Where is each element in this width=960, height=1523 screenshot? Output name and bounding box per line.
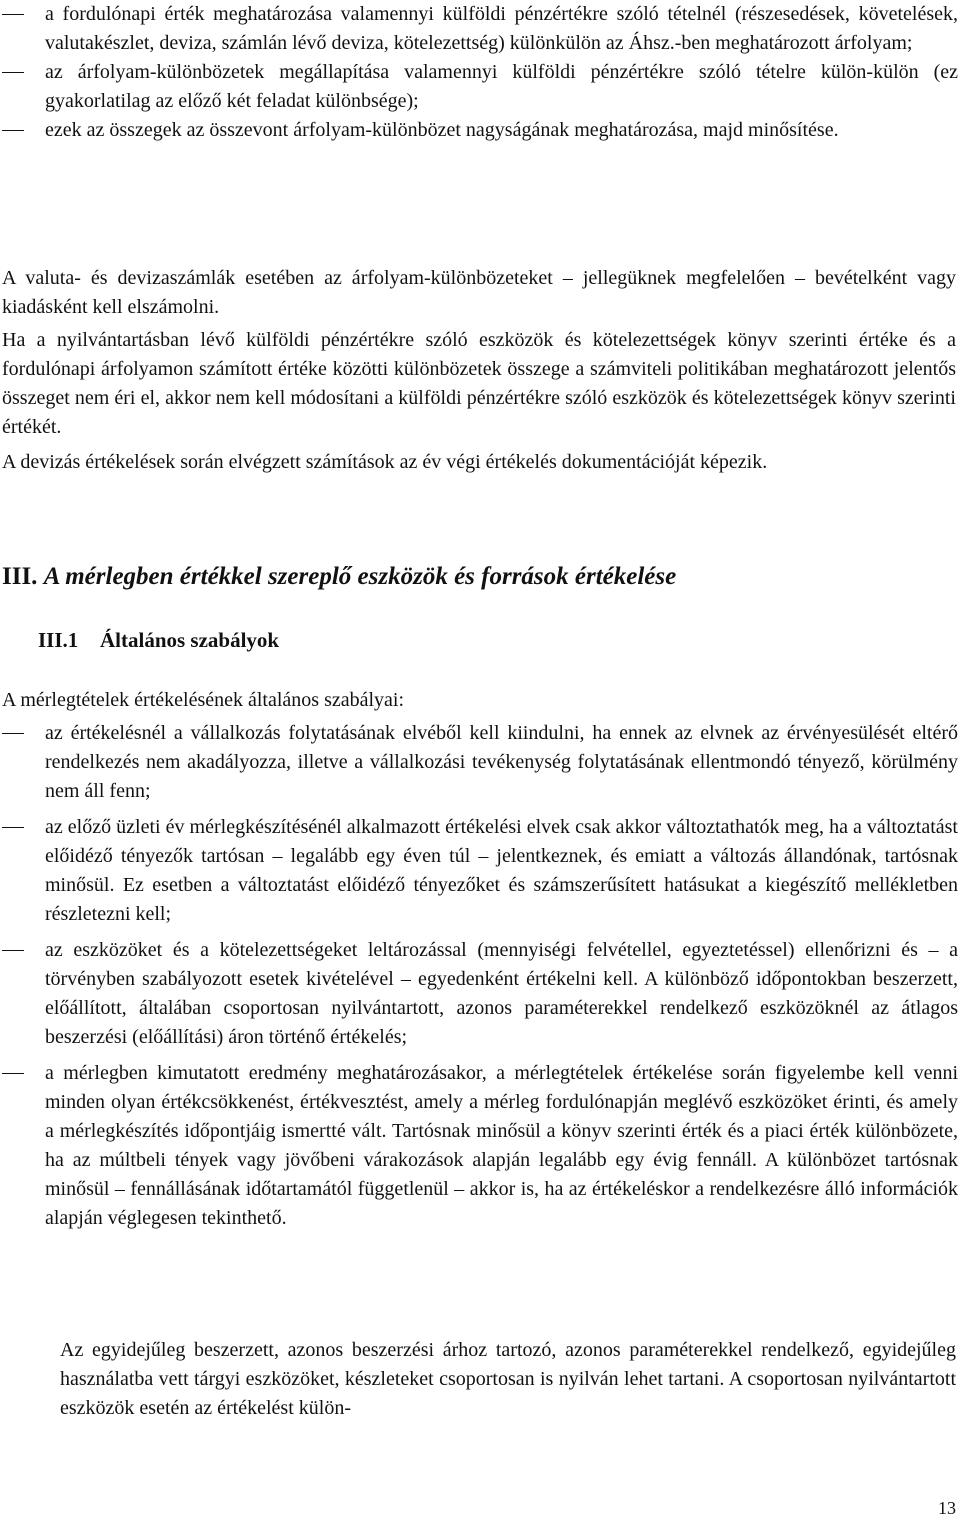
valuation-rules-list <box>0 719 958 1233</box>
list-item <box>0 116 958 145</box>
subsection-heading <box>38 625 279 655</box>
list-item <box>0 58 958 116</box>
dash-bullet <box>2 733 24 734</box>
paragraph: A devizás értékelések során elvégzett számítások az év végi értékelés dokumentációját képezik. <box>2 451 768 473</box>
closing-paragraph: Az egyidejűleg beszerzett, azonos beszerzési árhoz tartozó, azonos paraméterekkel rendelkező, egyidejűleg használatba vett tárgyi eszközöket, készleteket csoportosan is nyilván lehet tartani. A csoportosan nyilvántartott eszközök esetén az értékelést külön- <box>60 1339 956 1419</box>
exchange-rate-steps-list <box>0 0 958 145</box>
paragraph: Ha a nyilvántartásban lévő külföldi pénzértékre szóló eszközök és kötelezettségek könyv szerinti értéke és a fordulónapi árfolyamon számított értéke közötti különbözetek összege a számviteli politikában meghatározott jelentős összeget nem éri el, akkor nem kell módosítani a külföldi pénzértékre szóló eszközök és kötelezettségek könyv szerinti értékét. <box>2 329 956 438</box>
section-number: III. <box>2 563 38 590</box>
section-heading <box>2 561 676 593</box>
rules-intro: A mérlegtételek értékelésének általános szabályai: <box>2 689 405 711</box>
list-item-text: a fordulónapi érték meghatározása valamennyi külföldi pénzértékre szóló tételnél (részesedések, követelések, valutakészlet, deviza, számlán lévő deviza, kötelezettség) különkülön az Áhsz.-ben meghatározott árfolyam; <box>45 3 958 54</box>
list-item-text: az előző üzleti év mérlegkészítésénél alkalmazott értékelési elvek csak akkor változtathatók meg, ha a változtatást előidéző tényezők tartósan – legalább egy éven túl – jelentkeznek, és emiatt a változás állandónak, tartósnak minősül. Ez esetben a változtatást előidéző tényezőket és számszerűsített hatásukat a kiegészítő mellékletben részletezni kell; <box>45 816 958 925</box>
dash-bullet <box>2 1073 24 1074</box>
list-item-text: az eszközöket és a kötelezettségeket leltározással (mennyiségi felvétellel, egyeztetéssel) ellenőrizni és – a törvényben szabályozott esetek kivételével – egyedenként értékelni kell. A különböző időpontokban beszerzett, előállított, általában csoportosan nyilvántartott, azonos paraméterekkel rendelkező eszközöknél az átlagos beszerzési (előállítási) áron történő értékelés; <box>45 939 958 1048</box>
list-item <box>0 813 958 929</box>
dash-bullet <box>2 14 24 15</box>
list-item-text: az értékelésnél a vállalkozás folytatásának elvéből kell kiindulni, ha ennek az elvnek az érvényesülését eltérő rendelkezés nem akadályozza, illetve a vállalkozási tevékenység folytatásának ellentmondó tényező, körülmény nem áll fenn; <box>45 722 958 802</box>
list-item-text: ezek az összegek az összevont árfolyam-különbözet nagyságának meghatározása, majd minősítése. <box>45 119 839 141</box>
section-title: A mérlegben értékkel szereplő eszközök és források értékelése <box>43 563 677 590</box>
list-item-text: a mérlegben kimutatott eredmény meghatározásakor, a mérlegtételek értékelése során figyelembe kell venni minden olyan értékcsökkenést, értékvesztést, amely a mérleg fordulónapján meglévő eszközöket érinti, és amely a mérlegkészítés időpontjáig ismertté vált. Tartósnak minősül a könyv szerinti érték és a piaci érték különbözete, ha az múltbeli tények vagy jövőbeni várakozások alapján legalább egy évig fennáll. A különbözet tartósnak minősül – fennállásának időtartamától függetlenül – akkor is, ha az értékeléskor a rendelkezésre álló információk alapján véglegesen tekinthető. <box>45 1062 958 1229</box>
list-item <box>0 1059 958 1233</box>
subsection-number: III.1 <box>38 628 79 652</box>
subsection-title: Általános szabályok <box>100 628 280 652</box>
list-item <box>0 719 958 806</box>
dash-bullet <box>2 950 24 951</box>
list-item-text: az árfolyam-különbözetek megállapítása valamennyi külföldi pénzértékre szóló tételre külön-külön (ez gyakorlatilag az előző két feladat különbsége); <box>45 61 958 112</box>
dash-bullet <box>2 72 24 73</box>
list-item <box>0 936 958 1052</box>
paragraph: A valuta- és devizaszámlák esetében az árfolyam-különbözeteket – jellegüknek megfelelően – bevételként vagy kiadásként kell elszámolni. <box>2 267 956 318</box>
page-number: 13 <box>938 1498 956 1518</box>
dash-bullet <box>2 130 24 131</box>
dash-bullet <box>2 827 24 828</box>
list-item <box>0 0 958 58</box>
